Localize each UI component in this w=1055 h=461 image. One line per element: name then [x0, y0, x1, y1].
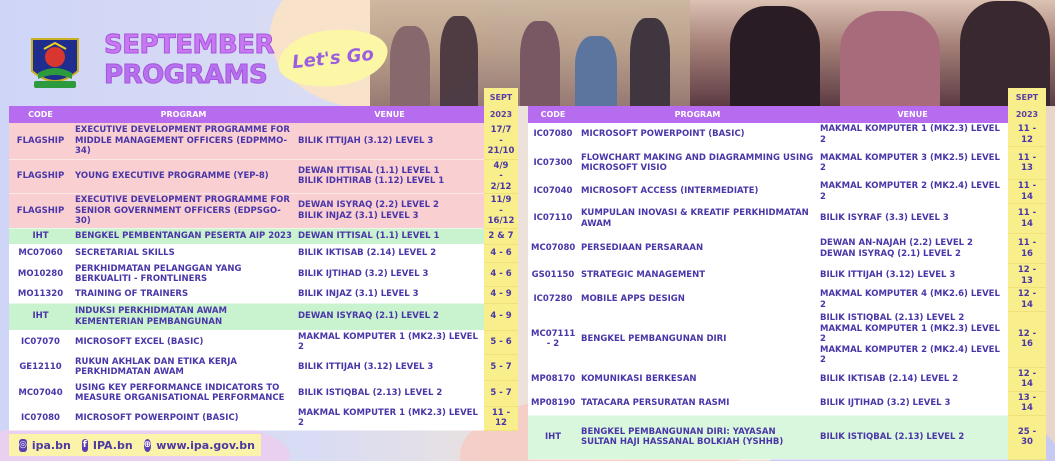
table-row [9, 194, 518, 229]
instagram-handle[interactable]: ipa.bn [31, 438, 71, 452]
table-row [9, 330, 518, 354]
schedule-table-left [9, 106, 518, 431]
venue-cell: DEWAN ISYRAQ (2.1) LEVEL 2 [295, 303, 484, 330]
venue-cell: MAKMAL KOMPUTER 1 (MK2.3) LEVEL 2 [295, 406, 484, 430]
program-cell: PERSEDIAAN PERSARAAN [578, 234, 817, 264]
venue-cell: MAKMAL KOMPUTER 1 (MK2.3) LEVEL 2 [817, 123, 1008, 147]
table-header-row [9, 106, 518, 123]
code-cell: IC07080 [9, 406, 72, 430]
venue-cell: BILIK INJAZ (3.1) LEVEL 3 [295, 286, 484, 303]
program-cell: KUMPULAN INOVASI & KREATIF PERKHIDMATAN AWAM [578, 204, 817, 234]
code-cell: FLAGSHIP [9, 159, 72, 194]
code-cell: IHT [9, 303, 72, 330]
dates-cell: 17/7 - 21/10 [484, 123, 518, 159]
program-cell: BENGKEL PEMBANGUNAN DIRI: YAYASAN SULTAN HAJI HASSANAL BOLKIAH (YSHHB) [578, 415, 817, 459]
program-cell: EXECUTIVE DEVELOPMENT PROGRAMME FOR MIDDLE MANAGEMENT OFFICERS (EDPMMO-34) [72, 123, 295, 159]
venue-cell: DEWAN ISYRAQ (2.2) LEVEL 2 BILIK INJAZ (3.1) LEVEL 3 [295, 194, 484, 229]
code-cell: IC07080 [528, 123, 578, 147]
program-cell: RUKUN AKHLAK DAN ETIKA KERJA PERKHIDMATAN AWAM [72, 354, 295, 380]
table-row [528, 180, 1046, 204]
dates-cell: 5 - 7 [484, 380, 518, 406]
col-header-program: PROGRAM [578, 106, 817, 123]
program-cell: TATACARA PERSURATAN RASMI [578, 391, 817, 415]
table-row [9, 406, 518, 430]
dates-cell: 11 - 12 [484, 406, 518, 430]
venue-cell: BILIK ITTIJAH (3.12) LEVEL 3 [817, 264, 1008, 288]
venue-cell: MAKMAL KOMPUTER 1 (MK2.3) LEVEL 2 [295, 330, 484, 354]
code-cell: GS01150 [528, 264, 578, 288]
table-row [528, 147, 1046, 180]
dates-cell: 11/9 - 16/12 [484, 194, 518, 229]
venue-cell: BILIK ISTIQBAL (2.13) LEVEL 2 [817, 415, 1008, 459]
dates-cell: 11 - 13 [1008, 147, 1046, 180]
dates-cell: 11 - 14 [1008, 180, 1046, 204]
title-line-1: SEPTEMBER [104, 30, 275, 60]
code-cell: IC07070 [9, 330, 72, 354]
table-row [528, 264, 1046, 288]
dates-cell: 5 - 7 [484, 354, 518, 380]
program-cell: BENGKEL PEMBENTANGAN PESERTA AIP 2023 [72, 228, 295, 244]
table-row [9, 380, 518, 406]
globe-icon: ⊕ [143, 440, 152, 450]
code-cell: IHT [528, 415, 578, 459]
code-cell: IC07110 [528, 204, 578, 234]
page-title [104, 30, 274, 90]
col-header-venue: VENUE [817, 106, 1008, 123]
program-cell: KOMUNIKASI BERKESAN [578, 367, 817, 391]
dates-cell: 12 - 14 [1008, 367, 1046, 391]
website-link[interactable]: www.ipa.gov.bn [156, 438, 255, 452]
ipa-logo [24, 33, 86, 93]
venue-cell: BILIK ITTIJAH (3.12) LEVEL 3 [295, 354, 484, 380]
program-cell: SECRETARIAL SKILLS [72, 244, 295, 262]
table-row [9, 244, 518, 262]
code-cell: IC07300 [528, 147, 578, 180]
program-cell: YOUNG EXECUTIVE PROGRAMME (YEP-8) [72, 159, 295, 194]
dates-cell: 11 - 12 [1008, 123, 1046, 147]
dates-cell: 4/9 - 2/12 [484, 159, 518, 194]
venue-cell: MAKMAL KOMPUTER 2 (MK2.4) LEVEL 2 [817, 180, 1008, 204]
code-cell: MO10280 [9, 262, 72, 286]
group-photo [370, 0, 700, 106]
code-cell: MO11320 [9, 286, 72, 303]
facebook-icon: f [82, 440, 87, 450]
venue-cell: BILIK ISTIQBAL (2.13) LEVEL 2 MAKMAL KOMPUTER 1 (MK2.3) LEVEL 2 MAKMAL KOMPUTER 2 (MK2.4) LEVEL 2 [817, 312, 1008, 368]
venue-cell: BILIK IJTIHAD (3.2) LEVEL 3 [295, 262, 484, 286]
col-header-code: CODE [9, 106, 72, 123]
col-header-year: 2023 [484, 106, 518, 123]
venue-cell: BILIK IJTIHAD (3.2) LEVEL 3 [817, 391, 1008, 415]
venue-cell: BILIK ISYRAF (3.3) LEVEL 3 [817, 204, 1008, 234]
program-cell: MICROSOFT EXCEL (BASIC) [72, 330, 295, 354]
program-cell: MICROSOFT POWERPOINT (BASIC) [72, 406, 295, 430]
table-row [528, 367, 1046, 391]
table-row [528, 415, 1046, 459]
schedule-table-right [528, 106, 1046, 460]
dates-cell: 25 - 30 [1008, 415, 1046, 459]
code-cell: MC07080 [528, 234, 578, 264]
dates-cell: 4 - 6 [484, 262, 518, 286]
venue-cell: DEWAN ITTISAL (1.1) LEVEL 1 [295, 228, 484, 244]
program-cell: MOBILE APPS DESIGN [578, 288, 817, 312]
dates-cell: 11 - 16 [1008, 234, 1046, 264]
program-cell: PERKHIDMATAN PELANGGAN YANG BERKUALITI - FRONTLINERS [72, 262, 295, 286]
code-cell: GE12110 [9, 354, 72, 380]
dates-cell: 12 - 13 [1008, 264, 1046, 288]
program-cell: INDUKSI PERKHIDMATAN AWAM KEMENTERIAN PEMBANGUNAN [72, 303, 295, 330]
table-row [528, 288, 1046, 312]
program-cell: EXECUTIVE DEVELOPMENT PROGRAMME FOR SENIOR GOVERNMENT OFFICERS (EDPSGO-30) [72, 194, 295, 229]
program-cell: MICROSOFT POWERPOINT (BASIC) [578, 123, 817, 147]
program-cell: MICROSOFT ACCESS (INTERMEDIATE) [578, 180, 817, 204]
table-header-row [528, 106, 1046, 123]
title-line-2: PROGRAMS [104, 60, 268, 90]
instagram-icon: ◎ [19, 440, 27, 450]
dates-cell: 4 - 6 [484, 244, 518, 262]
venue-cell: BILIK IKTISAB (2.14) LEVEL 2 [817, 367, 1008, 391]
dates-cell: 12 - 14 [1008, 288, 1046, 312]
col-header-year: 2023 [1008, 106, 1046, 123]
dates-cell: 2 & 7 [484, 228, 518, 244]
venue-cell: MAKMAL KOMPUTER 3 (MK2.5) LEVEL 2 [817, 147, 1008, 180]
dates-cell: 11 - 14 [1008, 204, 1046, 234]
col-header-venue: VENUE [295, 106, 484, 123]
program-cell: STRATEGIC MANAGEMENT [578, 264, 817, 288]
program-cell: TRAINING OF TRAINERS [72, 286, 295, 303]
dates-cell: 4 - 9 [484, 303, 518, 330]
table-row [9, 159, 518, 194]
dates-cell: 5 - 6 [484, 330, 518, 354]
table-row [9, 123, 518, 159]
table-row [528, 312, 1046, 368]
dates-cell: 4 - 9 [484, 286, 518, 303]
program-cell: USING KEY PERFORMANCE INDICATORS TO MEASURE ORGANISATIONAL PERFORMANCE [72, 380, 295, 406]
venue-cell: DEWAN AN-NAJAH (2.2) LEVEL 2 DEWAN ISYRAQ (2.1) LEVEL 2 [817, 234, 1008, 264]
venue-cell: BILIK ITTIJAH (3.12) LEVEL 3 [295, 123, 484, 159]
code-cell: IHT [9, 228, 72, 244]
code-cell: IC07040 [528, 180, 578, 204]
table-row [9, 262, 518, 286]
table-row [9, 228, 518, 244]
code-cell: MC07111 - 2 [528, 312, 578, 368]
venue-cell: DEWAN ITTISAL (1.1) LEVEL 1 BILIK IDHTIRAB (1.12) LEVEL 1 [295, 159, 484, 194]
table-row [9, 303, 518, 330]
workshop-photo [690, 0, 1055, 106]
venue-cell: BILIK IKTISAB (2.14) LEVEL 2 [295, 244, 484, 262]
table-row [528, 204, 1046, 234]
sept-tab-right: SEPT [1008, 88, 1046, 106]
table-row [9, 354, 518, 380]
venue-cell: BILIK ISTIQBAL (2.13) LEVEL 2 [295, 380, 484, 406]
col-header-code: CODE [528, 106, 578, 123]
table-row [9, 286, 518, 303]
code-cell: MP08170 [528, 367, 578, 391]
dates-cell: 13 - 14 [1008, 391, 1046, 415]
social-footer [9, 434, 261, 456]
table-row [528, 391, 1046, 415]
col-header-program: PROGRAM [72, 106, 295, 123]
venue-cell: MAKMAL KOMPUTER 4 (MK2.6) LEVEL 2 [817, 288, 1008, 312]
table-row [528, 123, 1046, 147]
program-cell: BENGKEL PEMBANGUNAN DIRI [578, 312, 817, 368]
facebook-handle[interactable]: IPA.bn [92, 438, 133, 452]
lets-go-badge: Let's Go [275, 24, 390, 91]
code-cell: MC07060 [9, 244, 72, 262]
code-cell: FLAGSHIP [9, 123, 72, 159]
dates-cell: 12 - 16 [1008, 312, 1046, 368]
code-cell: FLAGSHIP [9, 194, 72, 229]
sept-tab-left: SEPT [484, 88, 518, 106]
program-cell: FLOWCHART MAKING AND DIAGRAMMING USING MICROSOFT VISIO [578, 147, 817, 180]
code-cell: MC07040 [9, 380, 72, 406]
code-cell: IC07280 [528, 288, 578, 312]
code-cell: MP08190 [528, 391, 578, 415]
table-row [528, 234, 1046, 264]
